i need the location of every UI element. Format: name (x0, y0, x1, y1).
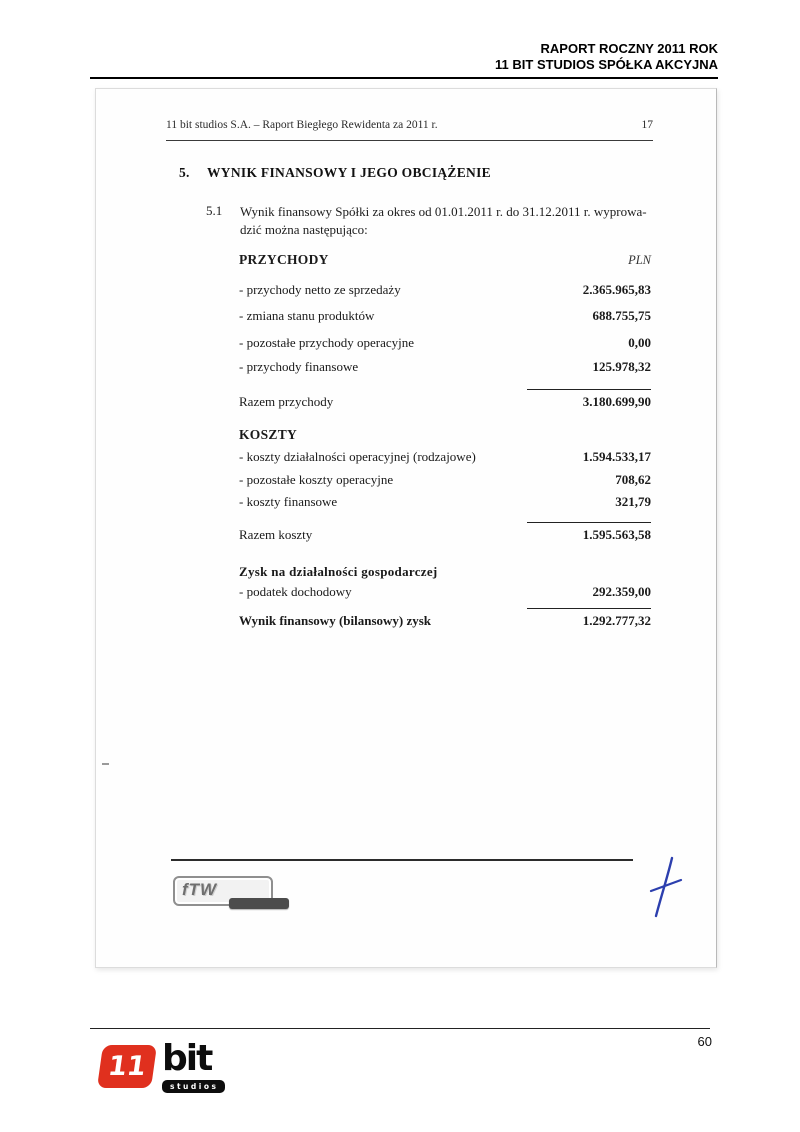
scan-artifact (102, 763, 109, 765)
row-value: 0,00 (628, 335, 651, 350)
stamp-tab (229, 898, 289, 909)
row-value: 688.755,75 (592, 308, 651, 323)
costs-heading: KOSZTY (239, 427, 298, 442)
footer-page-number: 60 (697, 1034, 712, 1049)
sum-divider (527, 389, 651, 390)
row-label: Razem przychody (239, 394, 334, 409)
row-label: - przychody finansowe (239, 359, 359, 374)
row-label: - zmiana stanu produktów (239, 308, 375, 323)
scanned-page (95, 88, 717, 968)
revenues-heading: PRZYCHODY (239, 252, 329, 267)
row-label: - koszty działalności operacyjnej (rodzajowe) (239, 449, 476, 464)
row-label: Wynik finansowy (bilansowy) zysk (239, 613, 432, 628)
logo-bit-text: bit (162, 1038, 212, 1079)
row-value: 1.595.563,58 (582, 527, 651, 542)
row-label: - podatek dochodowy (239, 584, 352, 599)
table-row (239, 472, 651, 488)
row-label: - koszty finansowe (239, 494, 338, 509)
row-value: 292.359,00 (592, 584, 651, 599)
report-title-line1: RAPORT ROCZNY 2011 ROK (540, 41, 718, 56)
row-value: 321,79 (615, 494, 651, 509)
intro-paragraph (206, 203, 654, 239)
document-header (166, 119, 653, 141)
table-row (239, 494, 651, 510)
row-label: Razem koszty (239, 527, 313, 542)
section-title: WYNIK FINANSOWY I JEGO OBCIĄŻENIE (207, 165, 491, 180)
row-label: - przychody netto ze sprzedaży (239, 282, 401, 297)
costs-total-row (239, 527, 651, 543)
sum-divider (527, 608, 651, 609)
intro-number: 5.1 (206, 203, 223, 218)
table-row (239, 449, 651, 465)
row-label: - pozostałe koszty operacyjne (239, 472, 394, 487)
auditor-stamp (173, 876, 273, 906)
stamp-text: fTW (182, 880, 218, 899)
row-value: 2.365.965,83 (582, 282, 651, 297)
logo-11-tile: 11 (97, 1045, 157, 1088)
document-header-title: 11 bit studios S.A. – Raport Biegłego Rewidenta za 2011 r. (166, 119, 438, 131)
sum-divider (527, 522, 651, 523)
document-header-page-number: 17 (641, 119, 653, 131)
intro-text-line2: dzić można następująco: (240, 222, 368, 237)
section-number: 5. (179, 165, 190, 180)
row-value: 1.594.533,17 (582, 449, 651, 464)
section-heading (179, 165, 491, 181)
table-header-row (239, 252, 651, 268)
table-row (239, 359, 651, 375)
intro-text (240, 203, 647, 239)
financial-table (239, 252, 651, 629)
header-rule (90, 77, 718, 79)
page-header (495, 41, 718, 73)
scan-bottom-rule (171, 859, 633, 861)
currency-column-header: PLN (628, 253, 651, 267)
footer-rule (90, 1028, 710, 1029)
table-row (239, 282, 651, 298)
logo-studios-badge: studios (162, 1080, 225, 1093)
row-label: - pozostałe przychody operacyjne (239, 335, 415, 350)
table-row (239, 335, 651, 351)
row-value: 708,62 (615, 472, 651, 487)
revenues-total-row (239, 394, 651, 410)
intro-text-line1: Wynik finansowy Spółki za okres od 01.01.2011 r. do 31.12.2011 r. wyprowa- (240, 204, 647, 219)
row-value: 1.292.777,32 (582, 613, 651, 628)
pen-signature-icon (648, 855, 690, 919)
result-row (239, 613, 651, 629)
profit-heading: Zysk na działalności gospodarczej (239, 564, 438, 579)
table-row (239, 308, 651, 324)
report-title-line2: 11 BIT STUDIOS SPÓŁKA AKCYJNA (495, 57, 718, 72)
row-value: 125.978,32 (592, 359, 651, 374)
row-value: 3.180.699,90 (582, 394, 651, 409)
tax-row (239, 584, 651, 600)
company-logo (98, 1038, 228, 1096)
